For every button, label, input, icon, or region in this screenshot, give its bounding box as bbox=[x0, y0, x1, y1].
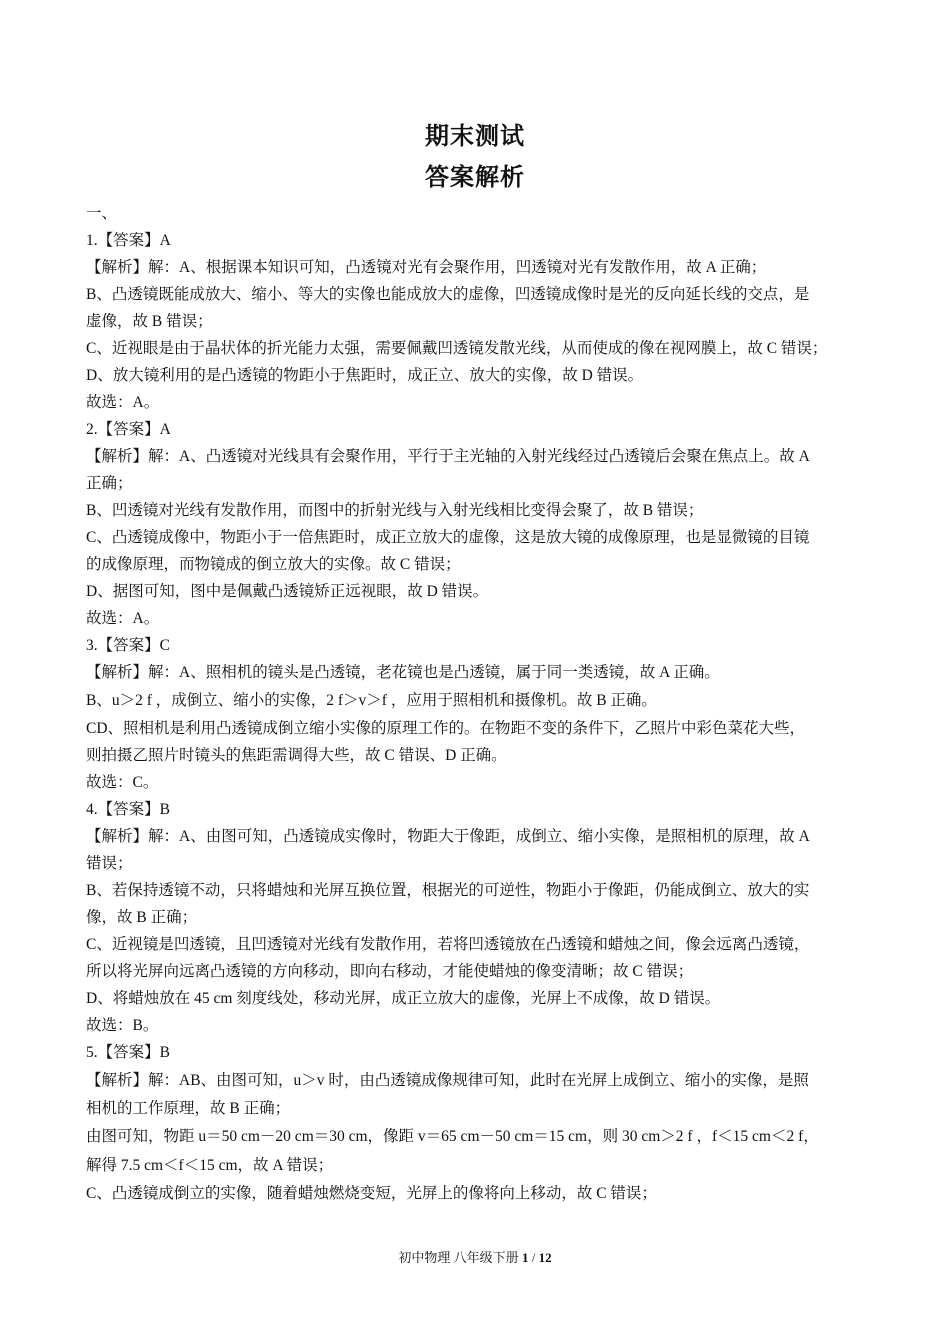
analysis-line: 【解析】解：A、根据课本知识可知，凸透镜对光有会聚作用，凹透镜对光有发散作用，故 A 正确； bbox=[86, 259, 767, 276]
analysis-line: 虚像，故 B 错误； bbox=[86, 313, 213, 330]
analysis-line: 像，故 B 正确； bbox=[86, 909, 198, 926]
analysis-line: 【解析】解：A、凸透镜对光线具有会聚作用，平行于主光轴的入射光线经过凸透镜后会聚在焦点上。故 A bbox=[86, 448, 810, 465]
analysis-line: C、近视镜是凹透镜，且凹透镜对光线有发散作用，若将凹透镜放在凸透镜和蜡烛之间，像会远离凸透镜， bbox=[86, 936, 810, 953]
choice-line: 故选：A。 bbox=[86, 610, 160, 627]
answer-content bbox=[86, 200, 866, 1207]
page-title: 期末测试 bbox=[425, 122, 525, 150]
analysis-line: D、据图可知，图中是佩戴凸透镜矫正远视眼，故 D 错误。 bbox=[86, 583, 489, 600]
answer-line: 2.【答案】A bbox=[86, 421, 171, 438]
analysis-line: C、近视眼是由于晶状体的折光能力太强，需要佩戴凹透镜发散光线，从而使成的像在视网膜上，故 C 错误； bbox=[86, 340, 828, 357]
answer-line: 3.【答案】C bbox=[86, 637, 170, 654]
page-subtitle: 答案解析 bbox=[425, 163, 525, 191]
section-heading: 一、 bbox=[86, 205, 118, 222]
analysis-line: 【解析】解：AB、由图可知，u＞v 时，由凸透镜成像规律可知，此时在光屏上成倒立、缩小的实像，是照 bbox=[86, 1072, 809, 1089]
analysis-line: B、若保持透镜不动，只将蜡烛和光屏互换位置，根据光的可逆性，物距小于像距，仍能成倒立、放大的实 bbox=[86, 882, 810, 899]
analysis-line: 正确； bbox=[86, 475, 133, 492]
answer-line: 1.【答案】A bbox=[86, 232, 171, 249]
analysis-line: C、凸透镜成倒立的实像，随着蜡烛燃烧变短，光屏上的像将向上移动，故 C 错误； bbox=[86, 1185, 657, 1202]
page-footer bbox=[0, 1247, 950, 1266]
analysis-line: 【解析】解：A、照相机的镜头是凸透镜，老花镜也是凸透镜，属于同一类透镜，故 A 正确。 bbox=[86, 664, 720, 681]
footer-text: 初中物理 八年级下册 bbox=[398, 1250, 519, 1265]
choice-line: 故选：B。 bbox=[86, 1017, 159, 1034]
analysis-line: 由图可知，物距 u＝50 cm－20 cm＝30 cm，像距 v＝65 cm－50 cm＝15 cm，则 30 cm＞2 f ，f＜15 cm＜2 f， bbox=[86, 1128, 819, 1145]
analysis-line: B、u＞2 f ，成倒立、缩小的实像，2 f＞v＞f ，应用于照相机和摄像机。故 B 正确。 bbox=[86, 692, 657, 709]
choice-line: 故选：A。 bbox=[86, 394, 160, 411]
page-total: 12 bbox=[538, 1250, 552, 1265]
answer-line: 4.【答案】B bbox=[86, 801, 170, 818]
analysis-line: 【解析】解：A、由图可知，凸透镜成实像时，物距大于像距，成倒立、缩小实像，是照相机的原理，故 A bbox=[86, 828, 810, 845]
analysis-line: D、将蜡烛放在 45 cm 刻度线处，移动光屏，成正立放大的虚像，光屏上不成像，故 D 错误。 bbox=[86, 990, 721, 1007]
page-separator: / bbox=[531, 1250, 536, 1265]
analysis-line: 错误； bbox=[86, 855, 133, 872]
analysis-line: 则拍摄乙照片时镜头的焦距需调得大些，故 C 错误、D 正确。 bbox=[86, 747, 507, 764]
analysis-line: B、凹透镜对光线有发散作用，而图中的折射光线与入射光线相比变得会聚了，故 B 错误； bbox=[86, 502, 704, 519]
analysis-line: 解得 7.5 cm＜f＜15 cm，故 A 错误； bbox=[86, 1157, 334, 1174]
choice-line: 故选：C。 bbox=[86, 774, 159, 791]
analysis-line: C、凸透镜成像中，物距小于一倍焦距时，成正立放大的虚像，这是放大镜的成像原理，也是显微镜的目镜 bbox=[86, 529, 810, 546]
analysis-line: B、凸透镜既能成放大、缩小、等大的实像也能成放大的虚像，凹透镜成像时是光的反向延长线的交点，是 bbox=[86, 286, 810, 303]
analysis-line: 相机的工作原理，故 B 正确； bbox=[86, 1100, 291, 1117]
analysis-line: CD、照相机是利用凸透镜成倒立缩小实像的原理工作的。在物距不变的条件下，乙照片中彩色菜花大些， bbox=[86, 720, 806, 737]
analysis-line: D、放大镜利用的是凸透镜的物距小于焦距时，成正立、放大的实像，故 D 错误。 bbox=[86, 367, 644, 384]
analysis-line: 的成像原理，而物镜成的倒立放大的实像。故 C 错误； bbox=[86, 556, 461, 573]
answer-line: 5.【答案】B bbox=[86, 1044, 170, 1061]
page-number: 1 bbox=[521, 1250, 529, 1265]
analysis-line: 所以将光屏向远离凸透镜的方向移动，即向右移动，才能使蜡烛的像变清晰；故 C 错误； bbox=[86, 963, 694, 980]
